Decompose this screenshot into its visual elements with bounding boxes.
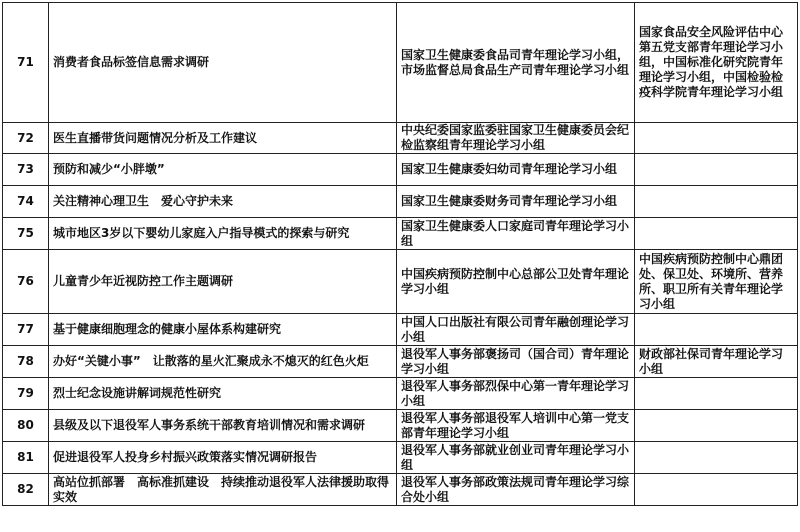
row-number: 78 — [3, 346, 49, 378]
table-row — [3, 186, 798, 218]
topic-cell: 儿童青少年近视防控工作主题调研 — [49, 250, 397, 314]
table-row — [3, 410, 798, 442]
topic-cell: 高站位抓部署 高标准抓建设 持续推动退役军人法律援助取得实效 — [49, 474, 397, 506]
partner-cell — [635, 186, 798, 218]
row-number: 79 — [3, 378, 49, 410]
row-number: 74 — [3, 186, 49, 218]
table-row — [3, 3, 798, 123]
table-row — [3, 346, 798, 378]
partner-cell — [635, 218, 798, 250]
topic-cell: 医生直播带货问题情况分析及工作建议 — [49, 123, 397, 154]
topic-cell: 城市地区3岁以下婴幼儿家庭入户指导模式的探索与研究 — [49, 218, 397, 250]
partner-cell — [635, 410, 798, 442]
row-number: 77 — [3, 314, 49, 346]
row-number: 71 — [3, 3, 49, 123]
partner-cell: 财政部社保司青年理论学习小组 — [635, 346, 798, 378]
table-row — [3, 218, 798, 250]
table-row — [3, 474, 798, 506]
organizer-cell: 中国人口出版社有限公司青年融创理论学习小组 — [397, 314, 635, 346]
table-row — [3, 250, 798, 314]
topic-cell: 基于健康细胞理念的健康小屋体系构建研究 — [49, 314, 397, 346]
row-number: 82 — [3, 474, 49, 506]
organizer-cell: 退役军人事务部就业创业司青年理论学习小组 — [397, 442, 635, 474]
topic-cell: 预防和减少“小胖墩” — [49, 154, 397, 186]
row-number: 72 — [3, 123, 49, 154]
organizer-cell: 国家卫生健康委人口家庭司青年理论学习小组 — [397, 218, 635, 250]
organizer-cell: 中央纪委国家监委驻国家卫生健康委员会纪检监察组青年理论学习小组 — [397, 123, 635, 154]
organizer-cell: 退役军人事务部褒扬司（国合司）青年理论学习小组 — [397, 346, 635, 378]
topic-cell: 关注精神心理卫生 爱心守护未来 — [49, 186, 397, 218]
table-row — [3, 378, 798, 410]
partner-cell — [635, 442, 798, 474]
organizer-cell: 中国疾病预防控制中心总部公卫处青年理论学习小组 — [397, 250, 635, 314]
topic-cell: 促进退役军人投身乡村振兴政策落实情况调研报告 — [49, 442, 397, 474]
research-topic-table — [2, 2, 798, 506]
topic-cell: 烈士纪念设施讲解词规范性研究 — [49, 378, 397, 410]
partner-cell — [635, 378, 798, 410]
topic-cell: 办好“关键小事” 让散落的星火汇聚成永不熄灭的红色火炬 — [49, 346, 397, 378]
organizer-cell: 退役军人事务部烈保中心第一青年理论学习小组 — [397, 378, 635, 410]
organizer-cell: 退役军人事务部政策法规司青年理论学习综合处小组 — [397, 474, 635, 506]
partner-cell — [635, 314, 798, 346]
table-row — [3, 442, 798, 474]
partner-cell — [635, 154, 798, 186]
row-number: 75 — [3, 218, 49, 250]
partner-cell: 中国疾病预防控制中心鼎团处、保卫处、环境所、营养所、职卫所有关青年理论学习小组 — [635, 250, 798, 314]
table-row — [3, 154, 798, 186]
partner-cell: 国家食品安全风险评估中心第五党支部青年理论学习小组，中国标准化研究院青年理论学习小组，中国检验检疫科学院青年理论学习小组 — [635, 3, 798, 123]
organizer-cell: 国家卫生健康委食品司青年理论学习小组，市场监督总局食品生产司青年理论学习小组 — [397, 3, 635, 123]
table-row — [3, 314, 798, 346]
partner-cell — [635, 123, 798, 154]
organizer-cell: 国家卫生健康委财务司青年理论学习小组 — [397, 186, 635, 218]
topic-cell: 县级及以下退役军人事务系统干部教育培训情况和需求调研 — [49, 410, 397, 442]
row-number: 80 — [3, 410, 49, 442]
row-number: 81 — [3, 442, 49, 474]
organizer-cell: 退役军人事务部退役军人培训中心第一党支部青年理论学习小组 — [397, 410, 635, 442]
organizer-cell: 国家卫生健康委妇幼司青年理论学习小组 — [397, 154, 635, 186]
row-number: 73 — [3, 154, 49, 186]
partner-cell — [635, 474, 798, 506]
row-number: 76 — [3, 250, 49, 314]
topic-cell: 消费者食品标签信息需求调研 — [49, 3, 397, 123]
table-body — [3, 3, 798, 506]
table-row — [3, 123, 798, 154]
